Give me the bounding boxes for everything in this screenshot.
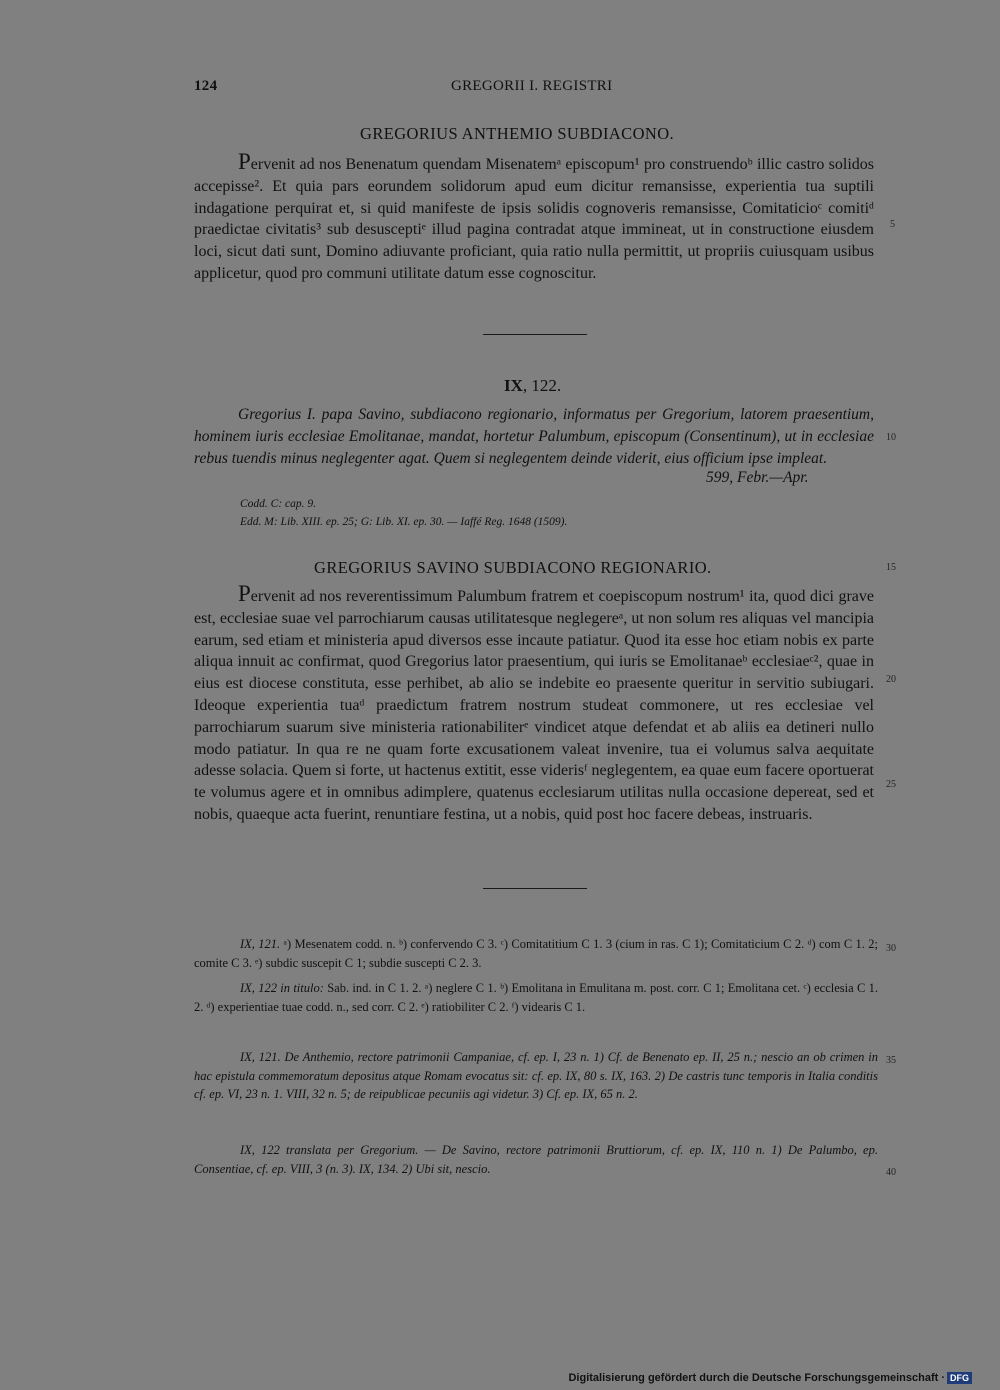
line-number: 5 [890,219,895,230]
page-number: 124 [194,78,218,94]
dfg-logo: DFG [947,1372,972,1384]
funding-credit [568,1372,972,1384]
running-title: GREGORII I. REGISTRI [451,78,613,94]
apparatus-122 [194,979,878,1016]
letter2-body [194,582,874,826]
entry-number [504,376,561,396]
section-divider [483,334,587,335]
commentary-122: IX, 122 translata per Gregorium. — De Savino, rectore patrimonii Bruttiorum, cf. ep. IX, 110 n. 1) De Palumbo, ep. Consentiae, cf. ep. VIII, 3 (n. 3). IX, 134. 2) Ubi sit, nescio. [194,1143,878,1176]
letter1-text: ervenit ad nos Benenatum quendam Misenatemᵃ episcopum¹ pro construendoᵇ illic castro solidos accepisse². Et quia pars eorundem solidorum apud eum dicitur remansisse, experientia tua suptili indagatione perquirat et, si quid manifeste de ipsis solidis cognoveris remansisse, Comitaticioᶜ comitiᵈ praedictae civitatis³ sub desusceptiᵉ illud pagina contradat atque immineat, ut in constructione eiusdem loci, sicut dati sunt, Domino adiuvante proficiant, quia ratio nulla permittit, ut propriis cuiusquam usibus applicetur, quod pro communi utilitate datum esse cognoscitur. [194,156,874,282]
line-number: 20 [886,674,896,685]
entry-summary: Gregorius I. papa Savino, subdiacono regionario, informatus per Gregorium, latorem praesentium, hominem iuris ecclesiae Emolitanae, mandat, hortetur Palumbum, episcopum (Consentinum), ut in ecclesiae rebus tuendis minus neglegenter agat. Quem si neglegentem deinde viderit, eius officium ipse impleat. [194,406,874,467]
line-number: 40 [886,1167,896,1178]
entry-date: 599, Febr.—Apr. [706,469,809,486]
funding-credit-text: Digitalisierung gefördert durch die Deutsche Forschungsgemeinschaft · [568,1372,945,1384]
letter2-dropcap: P [238,581,251,606]
entry-number-rest: , 122. [522,376,562,395]
line-number: 10 [886,432,896,443]
letter1-body [194,150,874,285]
letter1-heading: GREGORIUS ANTHEMIO SUBDIACONO. [360,124,675,143]
letter1-dropcap: P [238,149,251,174]
notes-divider [483,888,587,889]
entry-number-bold: IX [504,376,523,395]
line-number: 15 [886,562,896,573]
apparatus-121-ref: IX, 121. [240,937,281,951]
entry-edd: Edd. M: Lib. XIII. ep. 25; G: Lib. XI. ep. 30. — Iaffé Reg. 1648 (1509). [240,516,568,528]
line-number: 25 [886,779,896,790]
letter2-text: ervenit ad nos reverentissimum Palumbum fratrem et coepiscopum nostrum¹ ita, quod dici grave est, ecclesiae suae vel parrochiarum causas utilitatesque neglegereᵃ, ut non solum res aliquas vel mancipia earum, sed etiam et ministeria apud diversos esse incaute patiatur. Quod ita esse hoc etiam nobis ex parte aliqua innuit ac confirmat, quod Gregorius lator praesentium, qui iuris se Emolitanaeᵇ ecclesiaeᶜ², quae in eius est diocese constituta, esse perhibet, ab alio se indebite eo praesente queritur in servitio subiugari. Ideoque experientia tuaᵈ praedictum fratrem nostrum studeat commonere, ut res ecclesiae vel parrochiarum suarum sive ministeria rationabiliterᵉ vindicet atque defendat et ab aliis ea detineri nullo modo patiatur. In qua re ne quam forte excusationem valeat invenire, tua ei volumus salva aequitate adesse solacia. Quem si forte, ut hactenus extitit, esse viderisᶠ neglegentem, ea quae eum facere oportuerat te volumus agere et in omnibus adimplere, quatenus ecclesiarum utilitas nulla occasione depereat, sed et nobis, quaeque acta fuerint, renuntiare festina, ut a nobis, quid post hoc facere debeas, instruaris. [194,588,874,823]
line-number: 30 [886,943,896,954]
apparatus-121 [194,935,878,972]
apparatus-121-text: ᵃ) Mesenatem codd. n. ᵇ) confervendo C 3. ᶜ) Comitatitium C 1. 3 (cium in ras. C 1); Comitaticium C 2. ᵈ) com C 1. 2; comite C 3. ᵉ) subdic suscepit C 1; subdie suscepti C 2. 3. [194,937,879,970]
entry-codd: Codd. C: cap. 9. [240,498,317,510]
commentary-121: IX, 121. De Anthemio, rectore patrimonii Campaniae, cf. ep. I, 23 n. 1) Cf. de Benenato ep. II, 25 n.; nescio an ob crimen in hac epistula commemoratum depositus atque Romam evocatus sit: cf. ep. IX, 80 s. IX, 163. 2) De castris tunc temporis in Italia conditis cf. ep. VI, 23 n. 1. VIII, 32 n. 5; de reipublicae pecuniis agi videtur. 3) Cf. ep. IX, 65 n. 2. [194,1050,878,1101]
apparatus-122-ref: IX, 122 in titulo: [240,981,324,995]
line-number: 35 [886,1055,896,1066]
apparatus-122-text: Sab. ind. in C 1. 2. ᵃ) neglere C 1. ᵇ) Emolitana in Emulitana m. post. corr. C 1; Emolitana cet. ᶜ) ecclesia C 1. 2. ᵈ) experientiae tuae codd. n., sed corr. C 2. ᵉ) ratiobiliter C 2. ᶠ) videaris C 1. [194,981,879,1014]
letter2-heading: GREGORIUS SAVINO SUBDIACONO REGIONARIO. [314,558,712,577]
